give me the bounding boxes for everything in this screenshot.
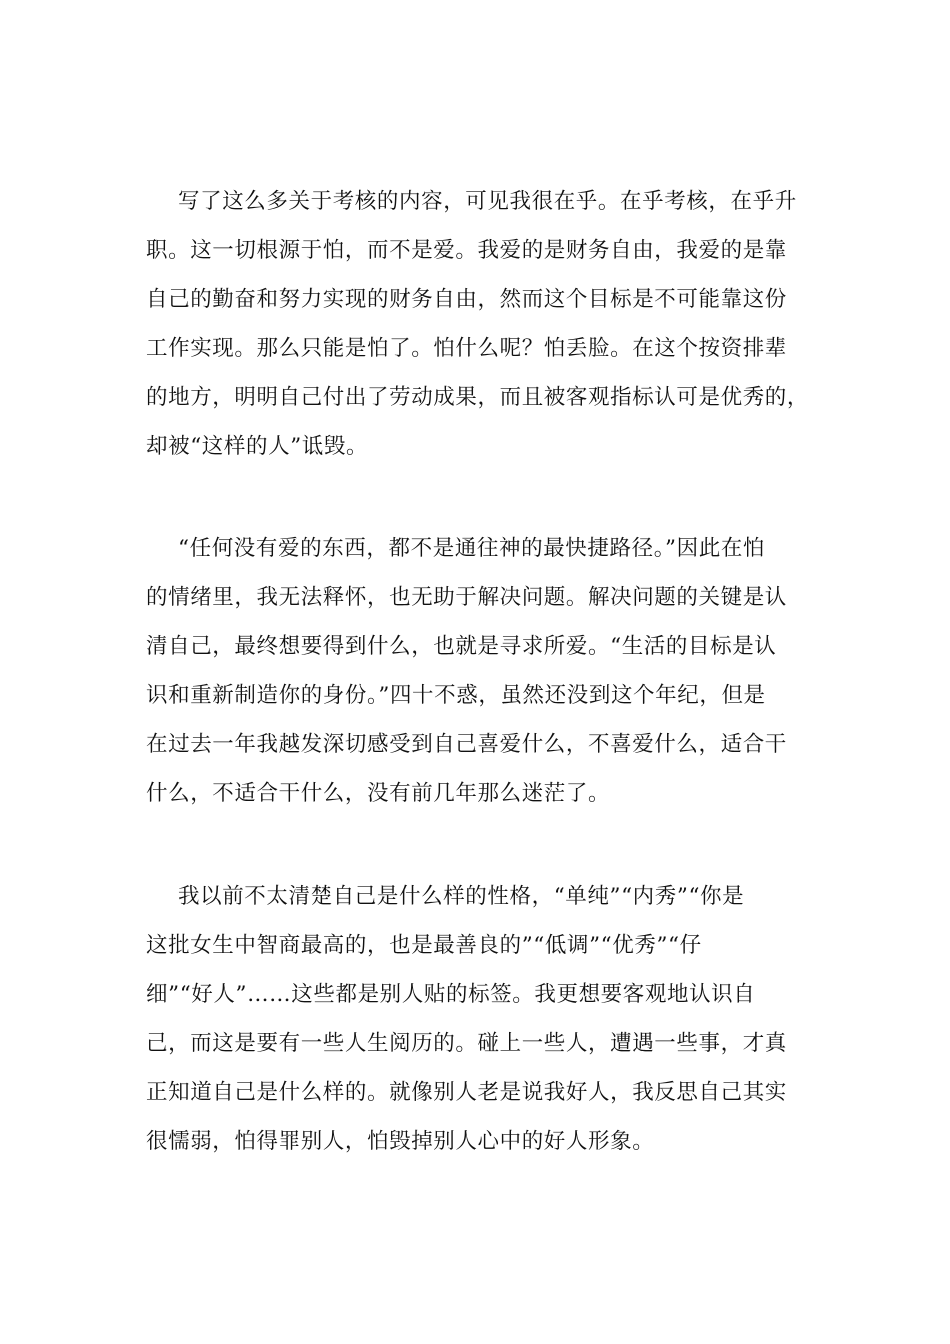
- text-line: 自己的勤奋和努力实现的财务自由，然而这个目标是不可能靠这份: [146, 287, 787, 312]
- text-line: 正知道自己是什么样的。就像别人老是说我好人，我反思自己其实: [146, 1080, 787, 1105]
- text-line: 却被“这样的人”诋毁。: [146, 434, 369, 459]
- text-line: 识和重新制造你的身份。”四十不惑，虽然还没到这个年纪，但是: [146, 683, 766, 708]
- text-line: 什么，不适合干什么，没有前几年那么迷茫了。: [146, 781, 611, 806]
- text-line: 细”“好人”……这些都是别人贴的标签。我更想要客观地认识自: [146, 982, 756, 1007]
- text-line: 很懦弱，怕得罪别人，怕毁掉别人心中的好人形象。: [146, 1129, 655, 1154]
- paragraph-1: [146, 177, 826, 471]
- text-line: 的情绪里，我无法释怀，也无助于解决问题。解决问题的关键是认: [146, 585, 787, 610]
- text-line: “任何没有爱的东西，都不是通往神的最快捷路径。”因此在怕: [178, 536, 766, 561]
- text-line: 己，而这是要有一些人生阅历的。碰上一些人，遭遇一些事，才真: [146, 1031, 787, 1056]
- text-line: 清自己，最终想要得到什么，也就是寻求所爱。“生活的目标是认: [146, 634, 777, 659]
- text-line: 的地方，明明自己付出了劳动成果，而且被客观指标认可是优秀的，: [146, 385, 810, 410]
- text-line: 这批女生中智商最高的，也是最善良的”“低调”“优秀”“仔: [146, 933, 702, 958]
- text-line: 工作实现。那么只能是怕了。怕什么呢？怕丢脸。在这个按资排辈: [146, 336, 787, 361]
- text-line: 写了这么多关于考核的内容，可见我很在乎。在乎考核，在乎升: [178, 189, 797, 214]
- text-line: 我以前不太清楚自己是什么样的性格，“单纯”“内秀”“你是: [178, 884, 745, 909]
- text-line: 职。这一切根源于怕，而不是爱。我爱的是财务自由，我爱的是靠: [146, 238, 787, 263]
- paragraph-3: [146, 872, 826, 1166]
- paragraph-2: [146, 524, 826, 818]
- text-line: 在过去一年我越发深切感受到自己喜爱什么，不喜爱什么，适合干: [146, 732, 787, 757]
